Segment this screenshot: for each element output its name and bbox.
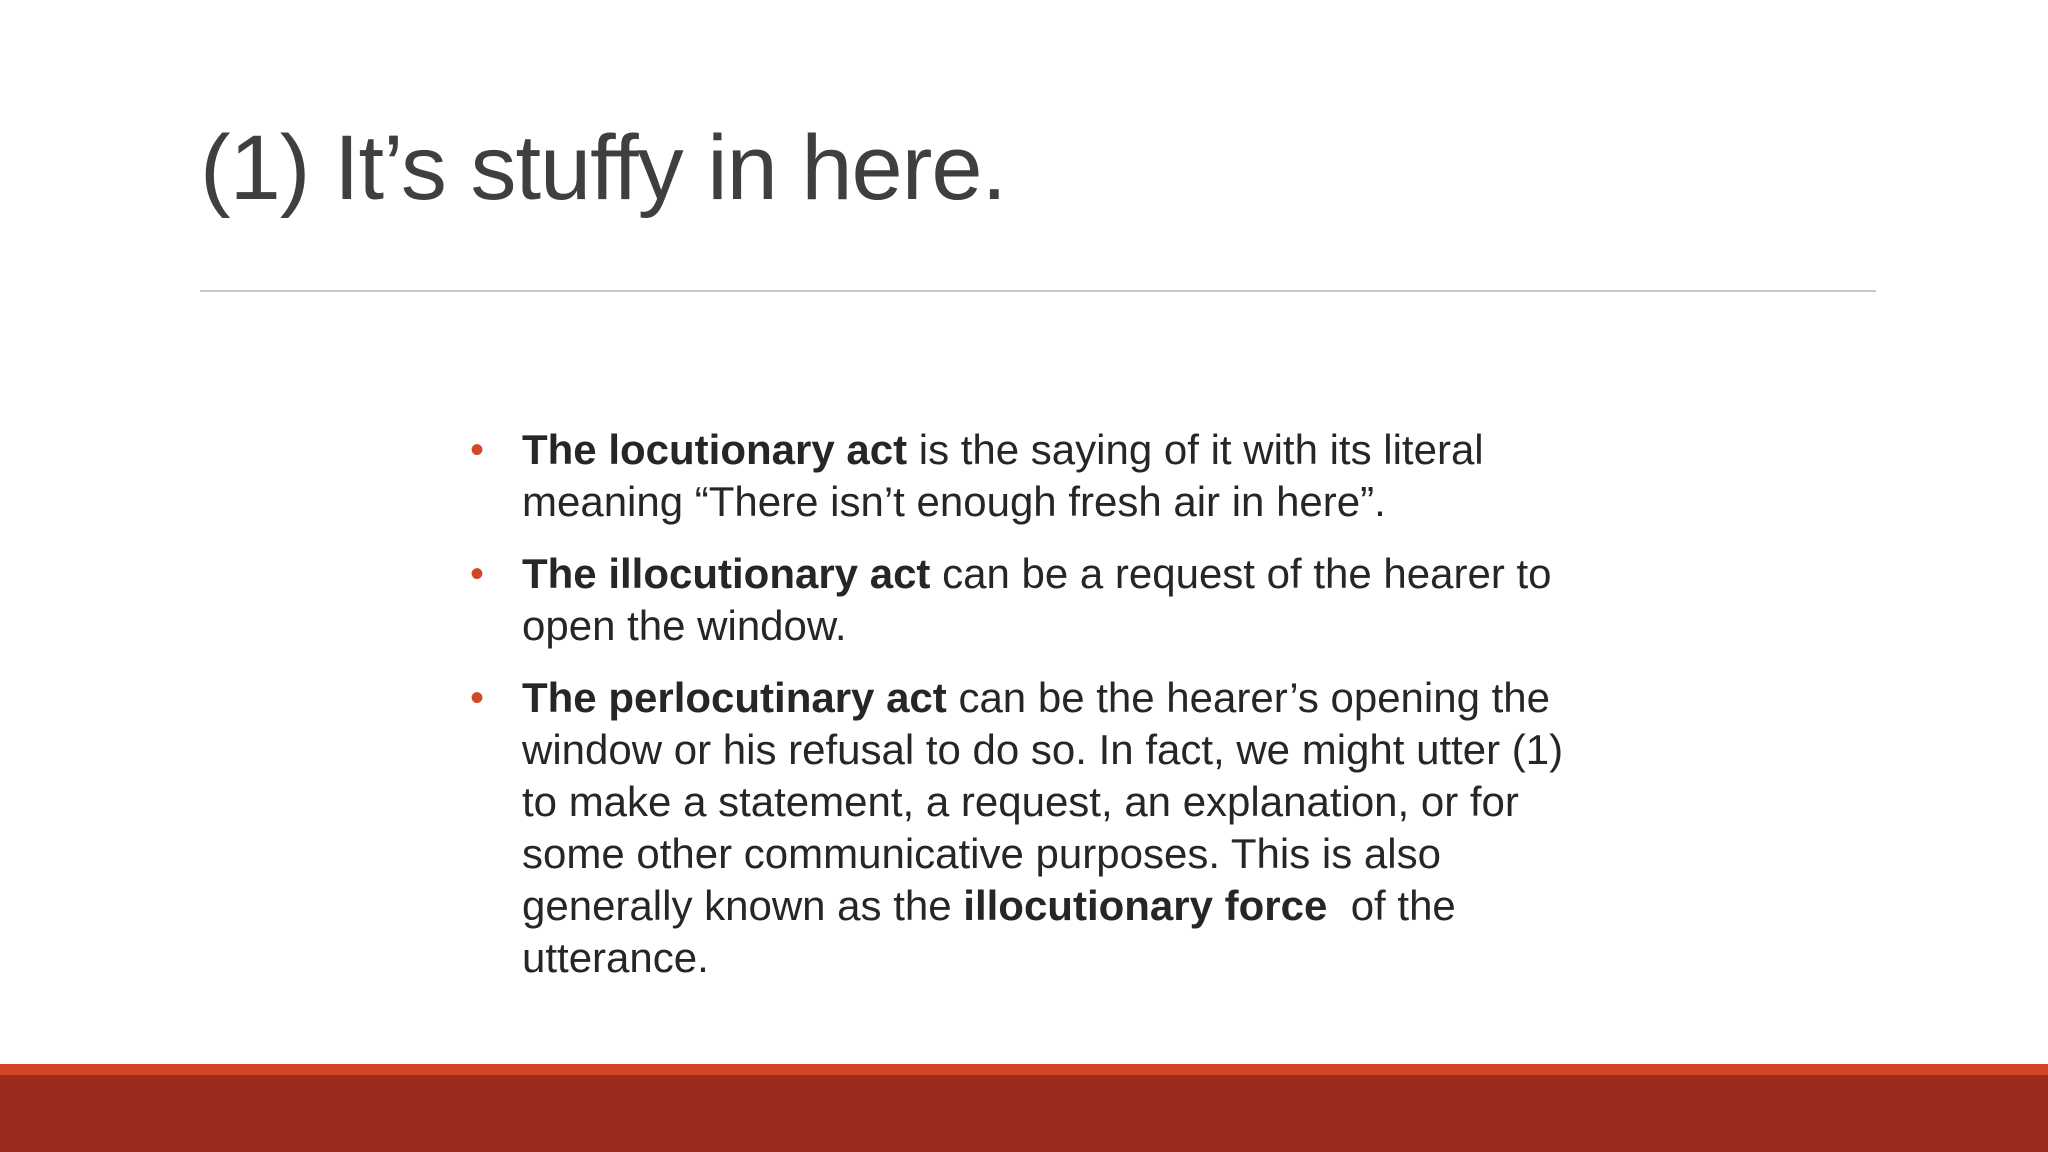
bullet-dot-icon: • — [470, 552, 485, 596]
bullet-text: can be a request of the hearer to open the window. — [522, 550, 1552, 649]
bullet-text: can be the hearer’s opening the window or his refusal to do so. In fact, we might utter (1) to make a statement, a request, an explanation, or for some other communicative purposes. This is also generally known as the — [522, 674, 1564, 929]
bullet-text: is the saying of it with its literal meaning “There isn’t enough fresh air in here”. — [522, 426, 1484, 525]
bullet-illocutionary — [470, 548, 1570, 652]
title-divider — [200, 290, 1876, 292]
bullet-term: The locutionary act — [522, 426, 908, 473]
slide-title: (1) It’s stuffy in here. — [200, 117, 1007, 219]
bullet-term: The illocutionary act — [522, 550, 931, 597]
bullet-dot-icon: • — [470, 676, 485, 720]
footer-band — [0, 1075, 2048, 1152]
bullet-term-illocutionary-force: illocutionary force — [963, 882, 1328, 929]
bullet-locutionary — [470, 424, 1570, 528]
bullet-list — [470, 424, 1570, 1004]
bullet-term: The perlocutinary act — [522, 674, 947, 721]
bullet-perlocutionary — [470, 672, 1570, 984]
bullet-dot-icon: • — [470, 428, 485, 472]
footer-accent-stripe — [0, 1064, 2048, 1075]
bullet-text-end: of the utterance. — [522, 882, 1468, 981]
